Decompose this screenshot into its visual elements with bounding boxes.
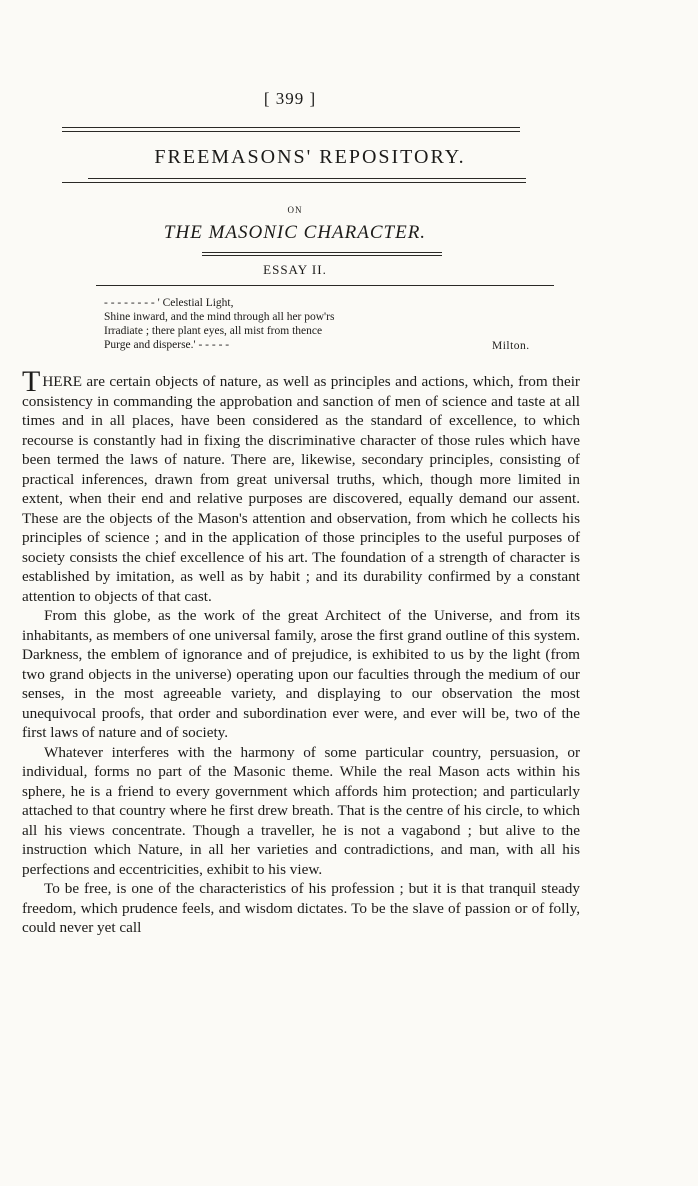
epigraph-line: Shine inward, and the mind through all her pow'rs [104, 311, 335, 323]
paragraph: To be free, is one of the characteristics of his profession ; but it is that tranquil steady freedom, which prudence feels, and wisdom dictates. To be the slave of passion or of folly, could never yet call [22, 880, 580, 936]
paragraph: From this globe, as the work of the great Architect of the Universe, and from its inhabitants, as members of one universal family, arose the first grand outline of this system. Darkness, the emblem of ignorance and of prejudice, is exhibited to us by the light (from two grand objects in the universe) operating upon our faculties through the medium of our senses, in the most agreeable variety, and displaying to our observation the most unequivocal proofs, that order and subordination ever were, and ever will be, two of the first laws of nature and of society. [22, 607, 580, 741]
repository-title: FREEMASONS' REPOSITORY. [154, 146, 466, 168]
page-number: [ 399 ] [263, 89, 317, 108]
header-rule-top-2 [62, 131, 520, 132]
paragraph-text: HERE are certain objects of nature, as well as principles and actions, which, from their consistency in commanding the approbation and sanction of men of science and taste at all times and in all places, have been considered as the standard of excellence, to which recourse is constantly had in fixing the discriminative character of those rules which have been termed the laws of nature. There are, likewise, secondary principles, consisting of practical inferences, drawn from great universal truths, which, though more limited in extent, when their end and relative purposes are discovered, equally demand our assent. These are the objects of the Mason's attention and observation, from which he collects his principles of science ; and in the application of those principles to the useful purposes of society consists the chief excellence of his art. The foundation of a strength of character is established by imitation, as well as by habit ; and its durability confirmed by a constant attention to objects of that cast. [22, 373, 580, 605]
epigraph-author: Milton. [492, 340, 530, 352]
paragraph: Whatever interferes with the harmony of some particular country, persuasion, or individual, forms no part of the Masonic theme. While the real Mason acts within his sphere, he is a friend to every government which affords him protection; and particularly attached to that country where he first drew breath. That is the centre of his circle, to which all his views concentrate. Though a traveller, he is not a vagabond ; but alive to the instruction which Nature, in all her varieties and contradictions, and man, with all his perfections and eccentricities, exhibit to his view. [22, 743, 580, 878]
epigraph-line: Irradiate ; there plant eyes, all mist from thence [104, 325, 323, 337]
header-rule-top-1 [62, 127, 520, 128]
epigraph-line: - - - - - - - - ' Celestial Light, [104, 297, 234, 309]
essay-rule [96, 285, 554, 286]
essay-label: ESSAY II. [263, 262, 327, 277]
epigraph-line: Purge and disperse.' - - - - - [104, 339, 230, 351]
on-word: ON [287, 205, 303, 215]
article-title: THE MASONIC CHARACTER. [163, 222, 427, 243]
header-rule-bottom-2 [62, 182, 526, 183]
essay-body [22, 365, 580, 938]
title-rule-1 [202, 252, 442, 253]
title-rule-2 [202, 255, 442, 256]
header-rule-bottom-1 [88, 178, 526, 179]
paragraph [22, 365, 580, 606]
drop-cap: T [22, 365, 41, 398]
